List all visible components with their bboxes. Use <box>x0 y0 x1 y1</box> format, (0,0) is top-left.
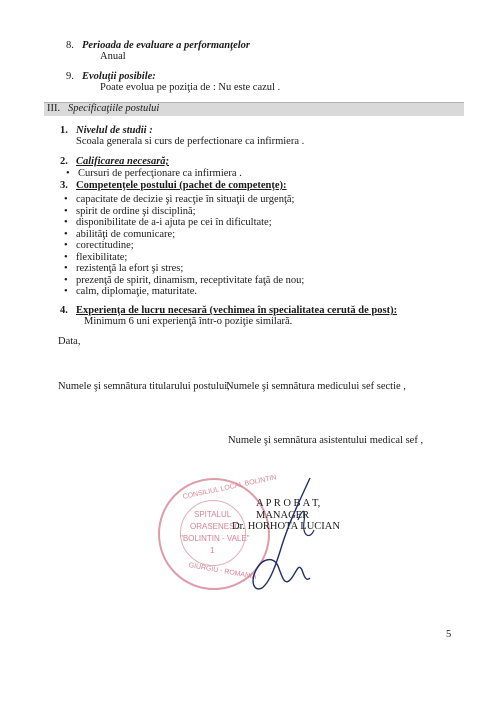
evolution-value: Poate evolua pe poziţia de : Nu este cazul . <box>100 82 281 93</box>
chief-doctor-signature-label: Numele şi semnătura medicului sef sectie , <box>226 381 406 392</box>
evaluation-value: Anual <box>100 51 126 62</box>
evaluation-title: Perioada de evaluare a performanţelor <box>82 40 250 51</box>
list-item: • corectitudine; <box>64 240 304 252</box>
studies-number: 1. <box>60 125 68 136</box>
experience-number: 4. <box>60 305 68 316</box>
chief-nurse-signature-label: Numele şi semnătura asistentului medical sef , <box>228 435 424 446</box>
qualification-bullet: • <box>66 168 70 179</box>
list-item: • disponibilitate de a-i ajuta pe cei în dificultate; <box>64 217 304 229</box>
qualification-number: 2. <box>60 156 68 167</box>
section-header <box>44 102 464 116</box>
studies-value: Scoala generala si curs de perfectionare ca infirmiera . <box>76 136 305 147</box>
evaluation-number: 8. <box>66 40 74 51</box>
stamp-line4: 1 <box>210 546 215 555</box>
experience-value: Minimum 6 uni experienţă într-o poziţie similară. <box>84 316 293 327</box>
page-number: 5 <box>446 629 452 640</box>
stamp-line3: "BOLINTIN - VALE" <box>180 534 250 543</box>
competences-number: 3. <box>60 180 68 191</box>
stamp-line1: SPITALUL <box>194 510 232 519</box>
stamp-ring-bottom: GIURGIU - ROMANIA <box>188 562 258 581</box>
list-item: • calm, diplomaţie, maturitate. <box>64 286 304 298</box>
studies-title: Nivelul de studii : <box>76 125 153 136</box>
handwritten-signature <box>240 470 330 595</box>
approval-role: MANAGER <box>256 510 310 521</box>
stamp-ring-top: CONSILIUL LOCAL BOLINTIN <box>182 474 278 501</box>
list-item: • rezistenţă la efort şi stres; <box>64 263 304 275</box>
list-item: • spirit de ordine şi disciplină; <box>64 206 304 218</box>
list-item: • capacitate de decizie şi reacţie în situaţii de urgenţă; <box>64 194 304 206</box>
evolution-title: Evoluţii posibile: <box>82 71 156 82</box>
competences-list <box>64 194 304 298</box>
stamp-line2: ORASENESC <box>190 522 241 531</box>
list-item: • abilităţi de comunicare; <box>64 229 304 241</box>
list-item: • flexibilitate; <box>64 252 304 264</box>
section-label: III. <box>47 103 61 114</box>
approval-name: Dr. HORHOTA LUCIAN <box>232 521 340 532</box>
qualification-item: Cursuri de perfecţionare ca infirmiera . <box>78 168 242 179</box>
experience-title: Experienţa de lucru necesară (vechimea în specialitatea cerută de post): <box>76 305 398 316</box>
approval-label: A P R O B A T, <box>256 498 321 509</box>
date-label: Data, <box>58 336 81 347</box>
section-title: Specificaţiile postului <box>68 103 160 114</box>
competences-title: Competenţele postului (pachet de competenţe): <box>76 180 287 191</box>
list-item: • prezenţă de spirit, dinamism, receptivitate faţă de nou; <box>64 275 304 287</box>
holder-signature-label: Numele şi semnătura titularului postului, <box>58 381 230 392</box>
evolution-number: 9. <box>66 71 74 82</box>
qualification-title: Calificarea necesară; <box>76 156 170 167</box>
